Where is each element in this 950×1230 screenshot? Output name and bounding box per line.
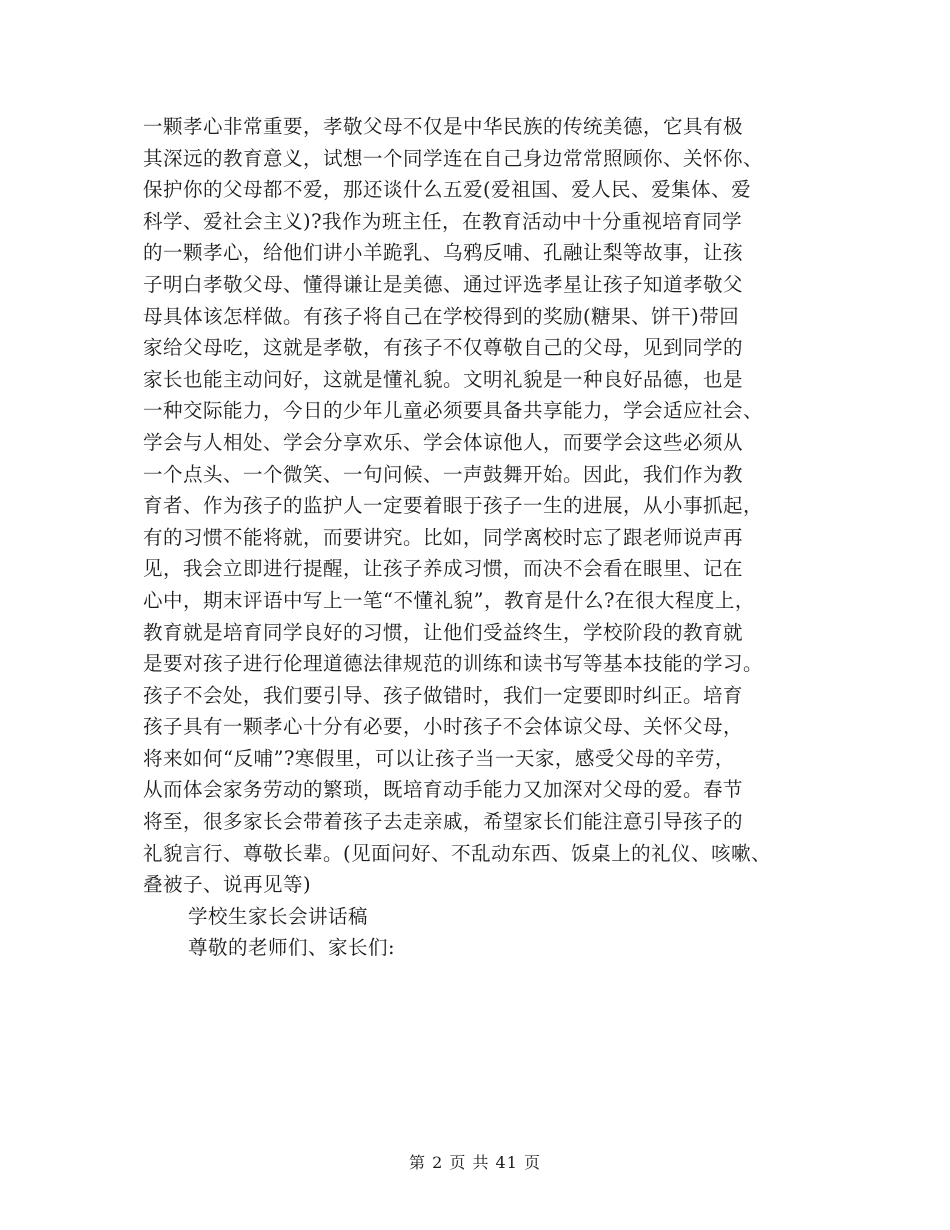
paragraph-line: 礼貌言行、尊敬长辈。(见面问好、不乱动东西、饭桌上的礼仪、咳嗽、 [143, 841, 772, 865]
paragraph-line: 将至，很多家长会带着孩子去走亲戚，希望家长们能注意引导孩子的 [143, 810, 744, 834]
page-number-footer: 第 2 页 共 41 页 [409, 1153, 541, 1172]
paragraph-line: 的一颗孝心，给他们讲小羊跪乳、乌鸦反哺、孔融让梨等故事，让孩 [143, 241, 744, 265]
paragraph-line: 一个点头、一个微笑、一句问候、一声鼓舞开始。因此，我们作为教 [143, 462, 744, 486]
paragraph-line: 育者、作为孩子的监护人一定要着眼于孩子一生的进展，从小事抓起， [143, 494, 764, 518]
paragraph-line: 从而体会家务劳动的繁琐，既培育动手能力又加深对父母的爱。春节 [143, 778, 744, 802]
paragraph-line: 一种交际能力，今日的少年儿童必须要具备共享能力，学会适应社会、 [143, 399, 764, 423]
paragraph-line: 母具体该怎样做。有孩子将自己在学校得到的奖励(糖果、饼干)带回 [143, 304, 740, 328]
paragraph-line: 孩子不会处，我们要引导、孩子做错时，我们一定要即时纠正。培育 [143, 683, 744, 707]
paragraph-line: 学会与人相处、学会分享欢乐、学会体谅他人，而要学会这些必须从 [143, 430, 744, 454]
paragraph-line: 其深远的教育意义，试想一个同学连在自己身边常常照顾你、关怀你、 [143, 146, 764, 170]
paragraph-line: 家长也能主动问好，这就是懂礼貌。文明礼貌是一种良好品德，也是 [143, 367, 744, 391]
section-heading: 学校生家长会讲话稿 [188, 904, 369, 928]
paragraph-line: 见，我会立即进行提醒，让孩子养成习惯，而决不会看在眼里、记在 [143, 557, 744, 581]
paragraph-line: 孩子具有一颗孝心十分有必要，小时孩子不会体谅父母、关怀父母， [143, 715, 744, 739]
paragraph-line: 教育就是培育同学良好的习惯，让他们受益终生，学校阶段的教育就 [143, 620, 744, 644]
paragraph-line: 保护你的父母都不爱，那还谈什么五爱(爱祖国、爱人民、爱集体、爱 [143, 178, 752, 202]
paragraph-line: 是要对孩子进行伦理道德法律规范的训练和读书写等基本技能的学习。 [143, 652, 764, 676]
paragraph-line: 有的习惯不能将就，而要讲究。比如，同学离校时忘了跟老师说声再 [143, 525, 744, 549]
document-body [143, 111, 823, 964]
paragraph-line: 心中，期末评语中写上一笔“不懂礼貌”，教育是什么?在很大程度上， [143, 588, 755, 612]
paragraph-line: 将来如何“反哺”?寒假里，可以让孩子当一天家，感受父母的辛劳， [143, 746, 735, 770]
salutation: 尊敬的老师们、家长们: [188, 936, 396, 960]
paragraph-line: 家给父母吃，这就是孝敬，有孩子不仅尊敬自己的父母，见到同学的 [143, 336, 744, 360]
paragraph-line: 叠被子、说再见等) [143, 873, 312, 897]
paragraph-line: 科学、爱社会主义)?我作为班主任，在教育活动中十分重视培育同学 [143, 209, 743, 233]
paragraph-line: 一颗孝心非常重要，孝敬父母不仅是中华民族的传统美德，它具有极 [143, 115, 744, 138]
paragraph-line: 子明白孝敬父母、懂得谦让是美德、通过评选孝星让孩子知道孝敬父 [143, 272, 744, 296]
